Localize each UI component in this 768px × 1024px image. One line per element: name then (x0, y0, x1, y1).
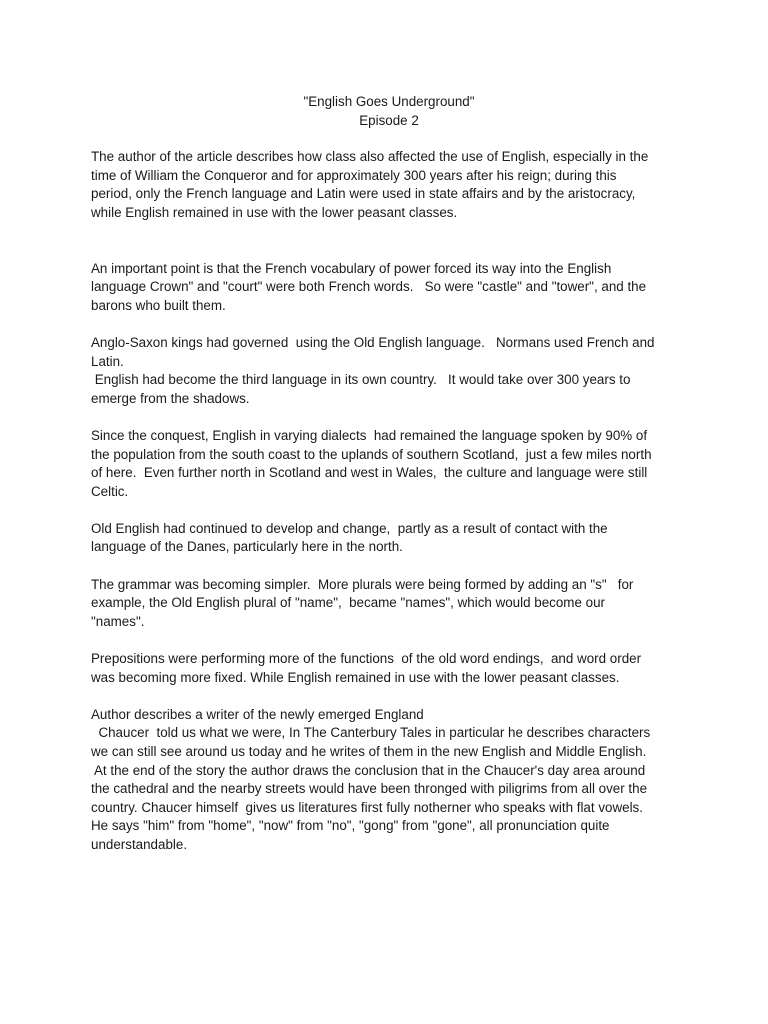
text-line: Latin. (91, 353, 124, 369)
text-line: Old English had continued to develop and change, partly as a result of contact with the (91, 520, 608, 536)
text-line: barons who built them. (91, 297, 226, 313)
text-line: was becoming more fixed. While English remained in use with the lower peasant classes. (91, 669, 620, 685)
text-line: "names". (91, 613, 145, 629)
document-page (91, 93, 687, 873)
title-line: "English Goes Underground" (303, 94, 475, 109)
text-line: Celtic. (91, 483, 129, 499)
text-line: English had become the third language in its own country. It would take over 300 years to (91, 372, 631, 388)
text-line: Author describes a writer of the newly emerged England (91, 706, 424, 722)
paragraph-old-english-development (91, 520, 687, 557)
text-line: Anglo-Saxon kings had governed using the Old English language. Normans used French and (91, 334, 655, 350)
text-line: An important point is that the French vocabulary of power forced its way into the English (91, 260, 612, 276)
paragraph-grammar-simpler (91, 576, 687, 632)
text-line: we can still see around us today and he writes of them in the new English and Middle English. (91, 744, 647, 759)
text-line: Prepositions were performing more of the functions of the old word endings, and word order (91, 651, 642, 667)
text-line: The grammar was becoming simpler. More plurals were being formed by adding an "s" for (91, 576, 634, 592)
text-line: example, the Old English plural of "name", became "names", which would become our (91, 595, 605, 611)
text-line: the population from the south coast to the uplands of southern Scotland, just a few miles north (91, 446, 652, 462)
text-line: country. Chaucer himself gives us literatures first fully notherner who speaks with flat vowels. (91, 799, 643, 815)
text-line: At the end of the story the author draws the conclusion that in the Chaucer's day area around (91, 762, 646, 778)
paragraph-class-and-english (91, 148, 687, 222)
text-line: The author of the article describes how class also affected the use of English, especially in the (91, 149, 649, 165)
paragraph-since-the-conquest (91, 427, 687, 501)
text-line: while English remained in use with the lower peasant classes. (91, 204, 458, 220)
episode-line: Episode 2 (359, 112, 419, 128)
paragraph-prepositions (91, 650, 687, 687)
text-line: language of the Danes, particularly here in the north. (91, 539, 403, 555)
text-line: emerge from the shadows. (91, 390, 250, 406)
text-line: of here. Even further north in Scotland and west in Wales, the culture and language were still (91, 465, 648, 481)
text-line: He says "him" from "home", "now" from "no", "gong" from "gone", all pronunciation quite (91, 818, 610, 834)
text-line: time of William the Conqueror and for approximately 300 years after his reign; during this (91, 167, 617, 183)
paragraph-french-vocabulary (91, 260, 687, 316)
paragraph-anglo-saxon-kings (91, 334, 687, 408)
text-line: Chaucer told us what we were, In The Canterbury Tales in particular he describes characters (91, 725, 651, 741)
text-line: period, only the French language and Latin were used in state affairs and by the aristocracy, (91, 186, 636, 202)
document-title (91, 93, 687, 130)
text-line: Since the conquest, English in varying dialects had remained the language spoken by 90% of (91, 427, 648, 443)
paragraph-chaucer (91, 706, 687, 855)
text-line: understandable. (91, 836, 188, 852)
text-line: the cathedral and the nearby streets would have been thronged with piligrims from all over the (91, 781, 648, 797)
text-line: language Crown" and "court" were both French words. So were "castle" and "tower", and the (91, 279, 647, 295)
